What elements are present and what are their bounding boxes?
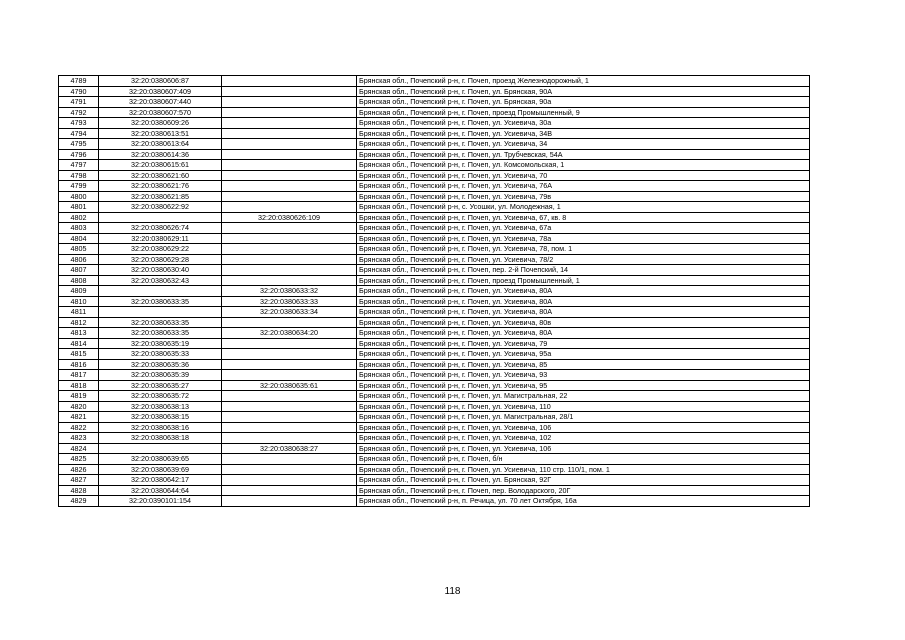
address-cell: Брянская обл., Почепский р-н, г. Почеп, ул. Усиевича, 34 xyxy=(357,139,810,150)
row-number-cell: 4808 xyxy=(59,275,99,286)
table-row xyxy=(59,443,810,454)
row-number-cell: 4810 xyxy=(59,296,99,307)
object-number-cell xyxy=(222,139,357,150)
cadastral-number-cell xyxy=(99,212,222,223)
object-number-cell xyxy=(222,170,357,181)
address-cell: Брянская обл., Почепский р-н, г. Почеп, ул. Усиевича, 80А xyxy=(357,328,810,339)
registry-table xyxy=(58,75,810,507)
row-number-cell: 4806 xyxy=(59,254,99,265)
table-row xyxy=(59,317,810,328)
table-row xyxy=(59,286,810,297)
row-number-cell: 4803 xyxy=(59,223,99,234)
object-number-cell xyxy=(222,223,357,234)
table-row xyxy=(59,496,810,507)
row-number-cell: 4798 xyxy=(59,170,99,181)
table-row xyxy=(59,181,810,192)
row-number-cell: 4792 xyxy=(59,107,99,118)
object-number-cell xyxy=(222,338,357,349)
row-number-cell: 4804 xyxy=(59,233,99,244)
address-cell: Брянская обл., Почепский р-н, г. Почеп, ул. Трубчевская, 54А xyxy=(357,149,810,160)
object-number-cell xyxy=(222,496,357,507)
row-number-cell: 4825 xyxy=(59,454,99,465)
address-cell: Брянская обл., Почепский р-н, г. Почеп, ул. Усиевича, 79в xyxy=(357,191,810,202)
address-cell: Брянская обл., Почепский р-н, г. Почеп, ул. Усиевича, 70 xyxy=(357,170,810,181)
address-cell: Брянская обл., Почепский р-н, г. Почеп, ул. Усиевича, 80А xyxy=(357,307,810,318)
table-row xyxy=(59,485,810,496)
row-number-cell: 4794 xyxy=(59,128,99,139)
table-row xyxy=(59,359,810,370)
row-number-cell: 4828 xyxy=(59,485,99,496)
table-row xyxy=(59,191,810,202)
cadastral-number-cell: 32:20:0380638:15 xyxy=(99,412,222,423)
object-number-cell: 32:20:0380635:61 xyxy=(222,380,357,391)
table-row xyxy=(59,86,810,97)
cadastral-number-cell: 32:20:0380621:85 xyxy=(99,191,222,202)
object-number-cell xyxy=(222,401,357,412)
cadastral-number-cell: 32:20:0380621:76 xyxy=(99,181,222,192)
object-number-cell xyxy=(222,433,357,444)
address-cell: Брянская обл., Почепский р-н, г. Почеп, проезд Железнодорожный, 1 xyxy=(357,76,810,87)
address-cell: Брянская обл., Почепский р-н, г. Почеп, ул. Усиевича, 106 xyxy=(357,443,810,454)
object-number-cell xyxy=(222,107,357,118)
address-cell: Брянская обл., Почепский р-н, г. Почеп, ул. Усиевича, 67а xyxy=(357,223,810,234)
cadastral-number-cell: 32:20:0380639:69 xyxy=(99,464,222,475)
address-cell: Брянская обл., Почепский р-н, г. Почеп, ул. Брянская, 90а xyxy=(357,97,810,108)
cadastral-number-cell: 32:20:0380609:26 xyxy=(99,118,222,129)
table-row xyxy=(59,391,810,402)
table-row xyxy=(59,76,810,87)
table-row xyxy=(59,160,810,171)
table-row xyxy=(59,118,810,129)
cadastral-number-cell: 32:20:0380633:35 xyxy=(99,328,222,339)
row-number-cell: 4822 xyxy=(59,422,99,433)
object-number-cell xyxy=(222,254,357,265)
address-cell: Брянская обл., Почепский р-н, г. Почеп, пер. Володарского, 20Г xyxy=(357,485,810,496)
object-number-cell xyxy=(222,370,357,381)
row-number-cell: 4797 xyxy=(59,160,99,171)
table-row xyxy=(59,296,810,307)
row-number-cell: 4818 xyxy=(59,380,99,391)
address-cell: Брянская обл., Почепский р-н, г. Почеп, ул. Усиевича, 106 xyxy=(357,422,810,433)
table-row xyxy=(59,370,810,381)
object-number-cell: 32:20:0380633:34 xyxy=(222,307,357,318)
table-row xyxy=(59,149,810,160)
row-number-cell: 4789 xyxy=(59,76,99,87)
row-number-cell: 4819 xyxy=(59,391,99,402)
object-number-cell: 32:20:0380633:33 xyxy=(222,296,357,307)
cadastral-number-cell: 32:20:0380635:36 xyxy=(99,359,222,370)
cadastral-number-cell: 32:20:0380632:43 xyxy=(99,275,222,286)
table-row xyxy=(59,433,810,444)
object-number-cell xyxy=(222,464,357,475)
cadastral-number-cell: 32:20:0380629:11 xyxy=(99,233,222,244)
object-number-cell xyxy=(222,76,357,87)
row-number-cell: 4799 xyxy=(59,181,99,192)
object-number-cell xyxy=(222,317,357,328)
cadastral-number-cell: 32:20:0380639:65 xyxy=(99,454,222,465)
cadastral-number-cell: 32:20:0380626:74 xyxy=(99,223,222,234)
object-number-cell xyxy=(222,391,357,402)
address-cell: Брянская обл., Почепский р-н, г. Почеп, пер. 2-й Почепский, 14 xyxy=(357,265,810,276)
table-row xyxy=(59,128,810,139)
row-number-cell: 4793 xyxy=(59,118,99,129)
cadastral-number-cell: 32:20:0390101:154 xyxy=(99,496,222,507)
table-row xyxy=(59,338,810,349)
cadastral-number-cell: 32:20:0380635:19 xyxy=(99,338,222,349)
object-number-cell xyxy=(222,97,357,108)
row-number-cell: 4801 xyxy=(59,202,99,213)
table-row xyxy=(59,107,810,118)
table-row xyxy=(59,223,810,234)
object-number-cell xyxy=(222,191,357,202)
cadastral-number-cell: 32:20:0380629:22 xyxy=(99,244,222,255)
table-row xyxy=(59,139,810,150)
address-cell: Брянская обл., Почепский р-н, г. Почеп, ул. Усиевича, 95а xyxy=(357,349,810,360)
address-cell: Брянская обл., Почепский р-н, г. Почеп, ул. Комсомольская, 1 xyxy=(357,160,810,171)
address-cell: Брянская обл., Почепский р-н, г. Почеп, проезд Промышленный, 1 xyxy=(357,275,810,286)
row-number-cell: 4811 xyxy=(59,307,99,318)
cadastral-number-cell: 32:20:0380615:61 xyxy=(99,160,222,171)
cadastral-number-cell: 32:20:0380607:570 xyxy=(99,107,222,118)
row-number-cell: 4826 xyxy=(59,464,99,475)
page-number: 118 xyxy=(444,586,461,597)
table-row xyxy=(59,464,810,475)
object-number-cell xyxy=(222,412,357,423)
cadastral-number-cell: 32:20:0380607:409 xyxy=(99,86,222,97)
row-number-cell: 4827 xyxy=(59,475,99,486)
table-row xyxy=(59,202,810,213)
cadastral-number-cell: 32:20:0380635:33 xyxy=(99,349,222,360)
table-row xyxy=(59,212,810,223)
address-cell: Брянская обл., Почепский р-н, г. Почеп, ул. Усиевича, 79 xyxy=(357,338,810,349)
object-number-cell xyxy=(222,422,357,433)
row-number-cell: 4821 xyxy=(59,412,99,423)
cadastral-number-cell: 32:20:0380629:28 xyxy=(99,254,222,265)
cadastral-number-cell: 32:20:0380638:13 xyxy=(99,401,222,412)
address-cell: Брянская обл., Почепский р-н, г. Почеп, ул. Усиевича, 67, кв. 8 xyxy=(357,212,810,223)
row-number-cell: 4823 xyxy=(59,433,99,444)
cadastral-number-cell: 32:20:0380642:17 xyxy=(99,475,222,486)
registry-table-body xyxy=(59,76,810,507)
address-cell: Брянская обл., Почепский р-н, г. Почеп, ул. Усиевича, 30а xyxy=(357,118,810,129)
object-number-cell xyxy=(222,181,357,192)
cadastral-number-cell: 32:20:0380635:27 xyxy=(99,380,222,391)
cadastral-number-cell: 32:20:0380613:51 xyxy=(99,128,222,139)
object-number-cell: 32:20:0380633:32 xyxy=(222,286,357,297)
cadastral-number-cell: 32:20:0380633:35 xyxy=(99,296,222,307)
object-number-cell: 32:20:0380638:27 xyxy=(222,443,357,454)
table-row xyxy=(59,244,810,255)
object-number-cell xyxy=(222,359,357,370)
row-number-cell: 4817 xyxy=(59,370,99,381)
object-number-cell xyxy=(222,244,357,255)
row-number-cell: 4813 xyxy=(59,328,99,339)
cadastral-number-cell xyxy=(99,307,222,318)
address-cell: Брянская обл., Почепский р-н, г. Почеп, проезд Промышленный, 9 xyxy=(357,107,810,118)
address-cell: Брянская обл., Почепский р-н, г. Почеп, ул. Магистральная, 28/1 xyxy=(357,412,810,423)
table-row xyxy=(59,422,810,433)
cadastral-number-cell: 32:20:0380607:440 xyxy=(99,97,222,108)
cadastral-number-cell: 32:20:0380622:92 xyxy=(99,202,222,213)
cadastral-number-cell: 32:20:0380630:40 xyxy=(99,265,222,276)
table-row xyxy=(59,233,810,244)
object-number-cell xyxy=(222,149,357,160)
table-row xyxy=(59,349,810,360)
row-number-cell: 4820 xyxy=(59,401,99,412)
table-row xyxy=(59,254,810,265)
object-number-cell xyxy=(222,233,357,244)
row-number-cell: 4805 xyxy=(59,244,99,255)
address-cell: Брянская обл., Почепский р-н, г. Почеп, ул. Магистральная, 22 xyxy=(357,391,810,402)
table-row xyxy=(59,475,810,486)
address-cell: Брянская обл., Почепский р-н, г. Почеп, ул. Брянская, 90А xyxy=(357,86,810,97)
table-row xyxy=(59,401,810,412)
object-number-cell xyxy=(222,160,357,171)
cadastral-number-cell xyxy=(99,286,222,297)
object-number-cell xyxy=(222,454,357,465)
address-cell: Брянская обл., Почепский р-н, г. Почеп, ул. Усиевича, 78а xyxy=(357,233,810,244)
address-cell: Брянская обл., Почепский р-н, г. Почеп, ул. Усиевича, 85 xyxy=(357,359,810,370)
object-number-cell: 32:20:0380634:20 xyxy=(222,328,357,339)
table-row xyxy=(59,328,810,339)
row-number-cell: 4791 xyxy=(59,97,99,108)
address-cell: Брянская обл., Почепский р-н, г. Почеп, ул. Усиевича, 110 xyxy=(357,401,810,412)
object-number-cell xyxy=(222,349,357,360)
cadastral-number-cell: 32:20:0380635:72 xyxy=(99,391,222,402)
cadastral-number-cell: 32:20:0380614:36 xyxy=(99,149,222,160)
row-number-cell: 4800 xyxy=(59,191,99,202)
row-number-cell: 4809 xyxy=(59,286,99,297)
row-number-cell: 4796 xyxy=(59,149,99,160)
document-page xyxy=(58,75,809,507)
address-cell: Брянская обл., Почепский р-н, п. Речица, ул. 70 лет Октября, 16а xyxy=(357,496,810,507)
row-number-cell: 4815 xyxy=(59,349,99,360)
address-cell: Брянская обл., Почепский р-н, г. Почеп, ул. Усиевича, 93 xyxy=(357,370,810,381)
cadastral-number-cell xyxy=(99,443,222,454)
address-cell: Брянская обл., Почепский р-н, с. Усошки, ул. Молодежная, 1 xyxy=(357,202,810,213)
cadastral-number-cell: 32:20:0380606:87 xyxy=(99,76,222,87)
address-cell: Брянская обл., Почепский р-н, г. Почеп, ул. Усиевича, 80А xyxy=(357,296,810,307)
cadastral-number-cell: 32:20:0380638:18 xyxy=(99,433,222,444)
cadastral-number-cell: 32:20:0380635:39 xyxy=(99,370,222,381)
cadastral-number-cell: 32:20:0380621:60 xyxy=(99,170,222,181)
table-row xyxy=(59,412,810,423)
address-cell: Брянская обл., Почепский р-н, г. Почеп, ул. Усиевича, 78, пом. 1 xyxy=(357,244,810,255)
object-number-cell xyxy=(222,265,357,276)
object-number-cell xyxy=(222,475,357,486)
row-number-cell: 4812 xyxy=(59,317,99,328)
table-row xyxy=(59,380,810,391)
table-row xyxy=(59,307,810,318)
address-cell: Брянская обл., Почепский р-н, г. Почеп, б/н xyxy=(357,454,810,465)
row-number-cell: 4790 xyxy=(59,86,99,97)
address-cell: Брянская обл., Почепский р-н, г. Почеп, ул. Усиевича, 76А xyxy=(357,181,810,192)
row-number-cell: 4814 xyxy=(59,338,99,349)
address-cell: Брянская обл., Почепский р-н, г. Почеп, ул. Усиевича, 80в xyxy=(357,317,810,328)
row-number-cell: 4824 xyxy=(59,443,99,454)
address-cell: Брянская обл., Почепский р-н, г. Почеп, ул. Усиевича, 95 xyxy=(357,380,810,391)
address-cell: Брянская обл., Почепский р-н, г. Почеп, ул. Усиевича, 34В xyxy=(357,128,810,139)
address-cell: Брянская обл., Почепский р-н, г. Почеп, ул. Усиевича, 80А xyxy=(357,286,810,297)
object-number-cell xyxy=(222,118,357,129)
cadastral-number-cell: 32:20:0380644:64 xyxy=(99,485,222,496)
table-row xyxy=(59,454,810,465)
object-number-cell xyxy=(222,86,357,97)
object-number-cell xyxy=(222,202,357,213)
row-number-cell: 4795 xyxy=(59,139,99,150)
row-number-cell: 4807 xyxy=(59,265,99,276)
cadastral-number-cell: 32:20:0380633:35 xyxy=(99,317,222,328)
table-row xyxy=(59,275,810,286)
table-row xyxy=(59,170,810,181)
cadastral-number-cell: 32:20:0380638:16 xyxy=(99,422,222,433)
table-row xyxy=(59,97,810,108)
cadastral-number-cell: 32:20:0380613:64 xyxy=(99,139,222,150)
table-row xyxy=(59,265,810,276)
address-cell: Брянская обл., Почепский р-н, г. Почеп, ул. Усиевича, 102 xyxy=(357,433,810,444)
object-number-cell: 32:20:0380626:109 xyxy=(222,212,357,223)
object-number-cell xyxy=(222,128,357,139)
object-number-cell xyxy=(222,485,357,496)
address-cell: Брянская обл., Почепский р-н, г. Почеп, ул. Усиевича, 110 стр. 110/1, пом. 1 xyxy=(357,464,810,475)
address-cell: Брянская обл., Почепский р-н, г. Почеп, ул. Усиевича, 78/2 xyxy=(357,254,810,265)
address-cell: Брянская обл., Почепский р-н, г. Почеп, ул. Брянская, 92Г xyxy=(357,475,810,486)
row-number-cell: 4829 xyxy=(59,496,99,507)
row-number-cell: 4816 xyxy=(59,359,99,370)
object-number-cell xyxy=(222,275,357,286)
row-number-cell: 4802 xyxy=(59,212,99,223)
